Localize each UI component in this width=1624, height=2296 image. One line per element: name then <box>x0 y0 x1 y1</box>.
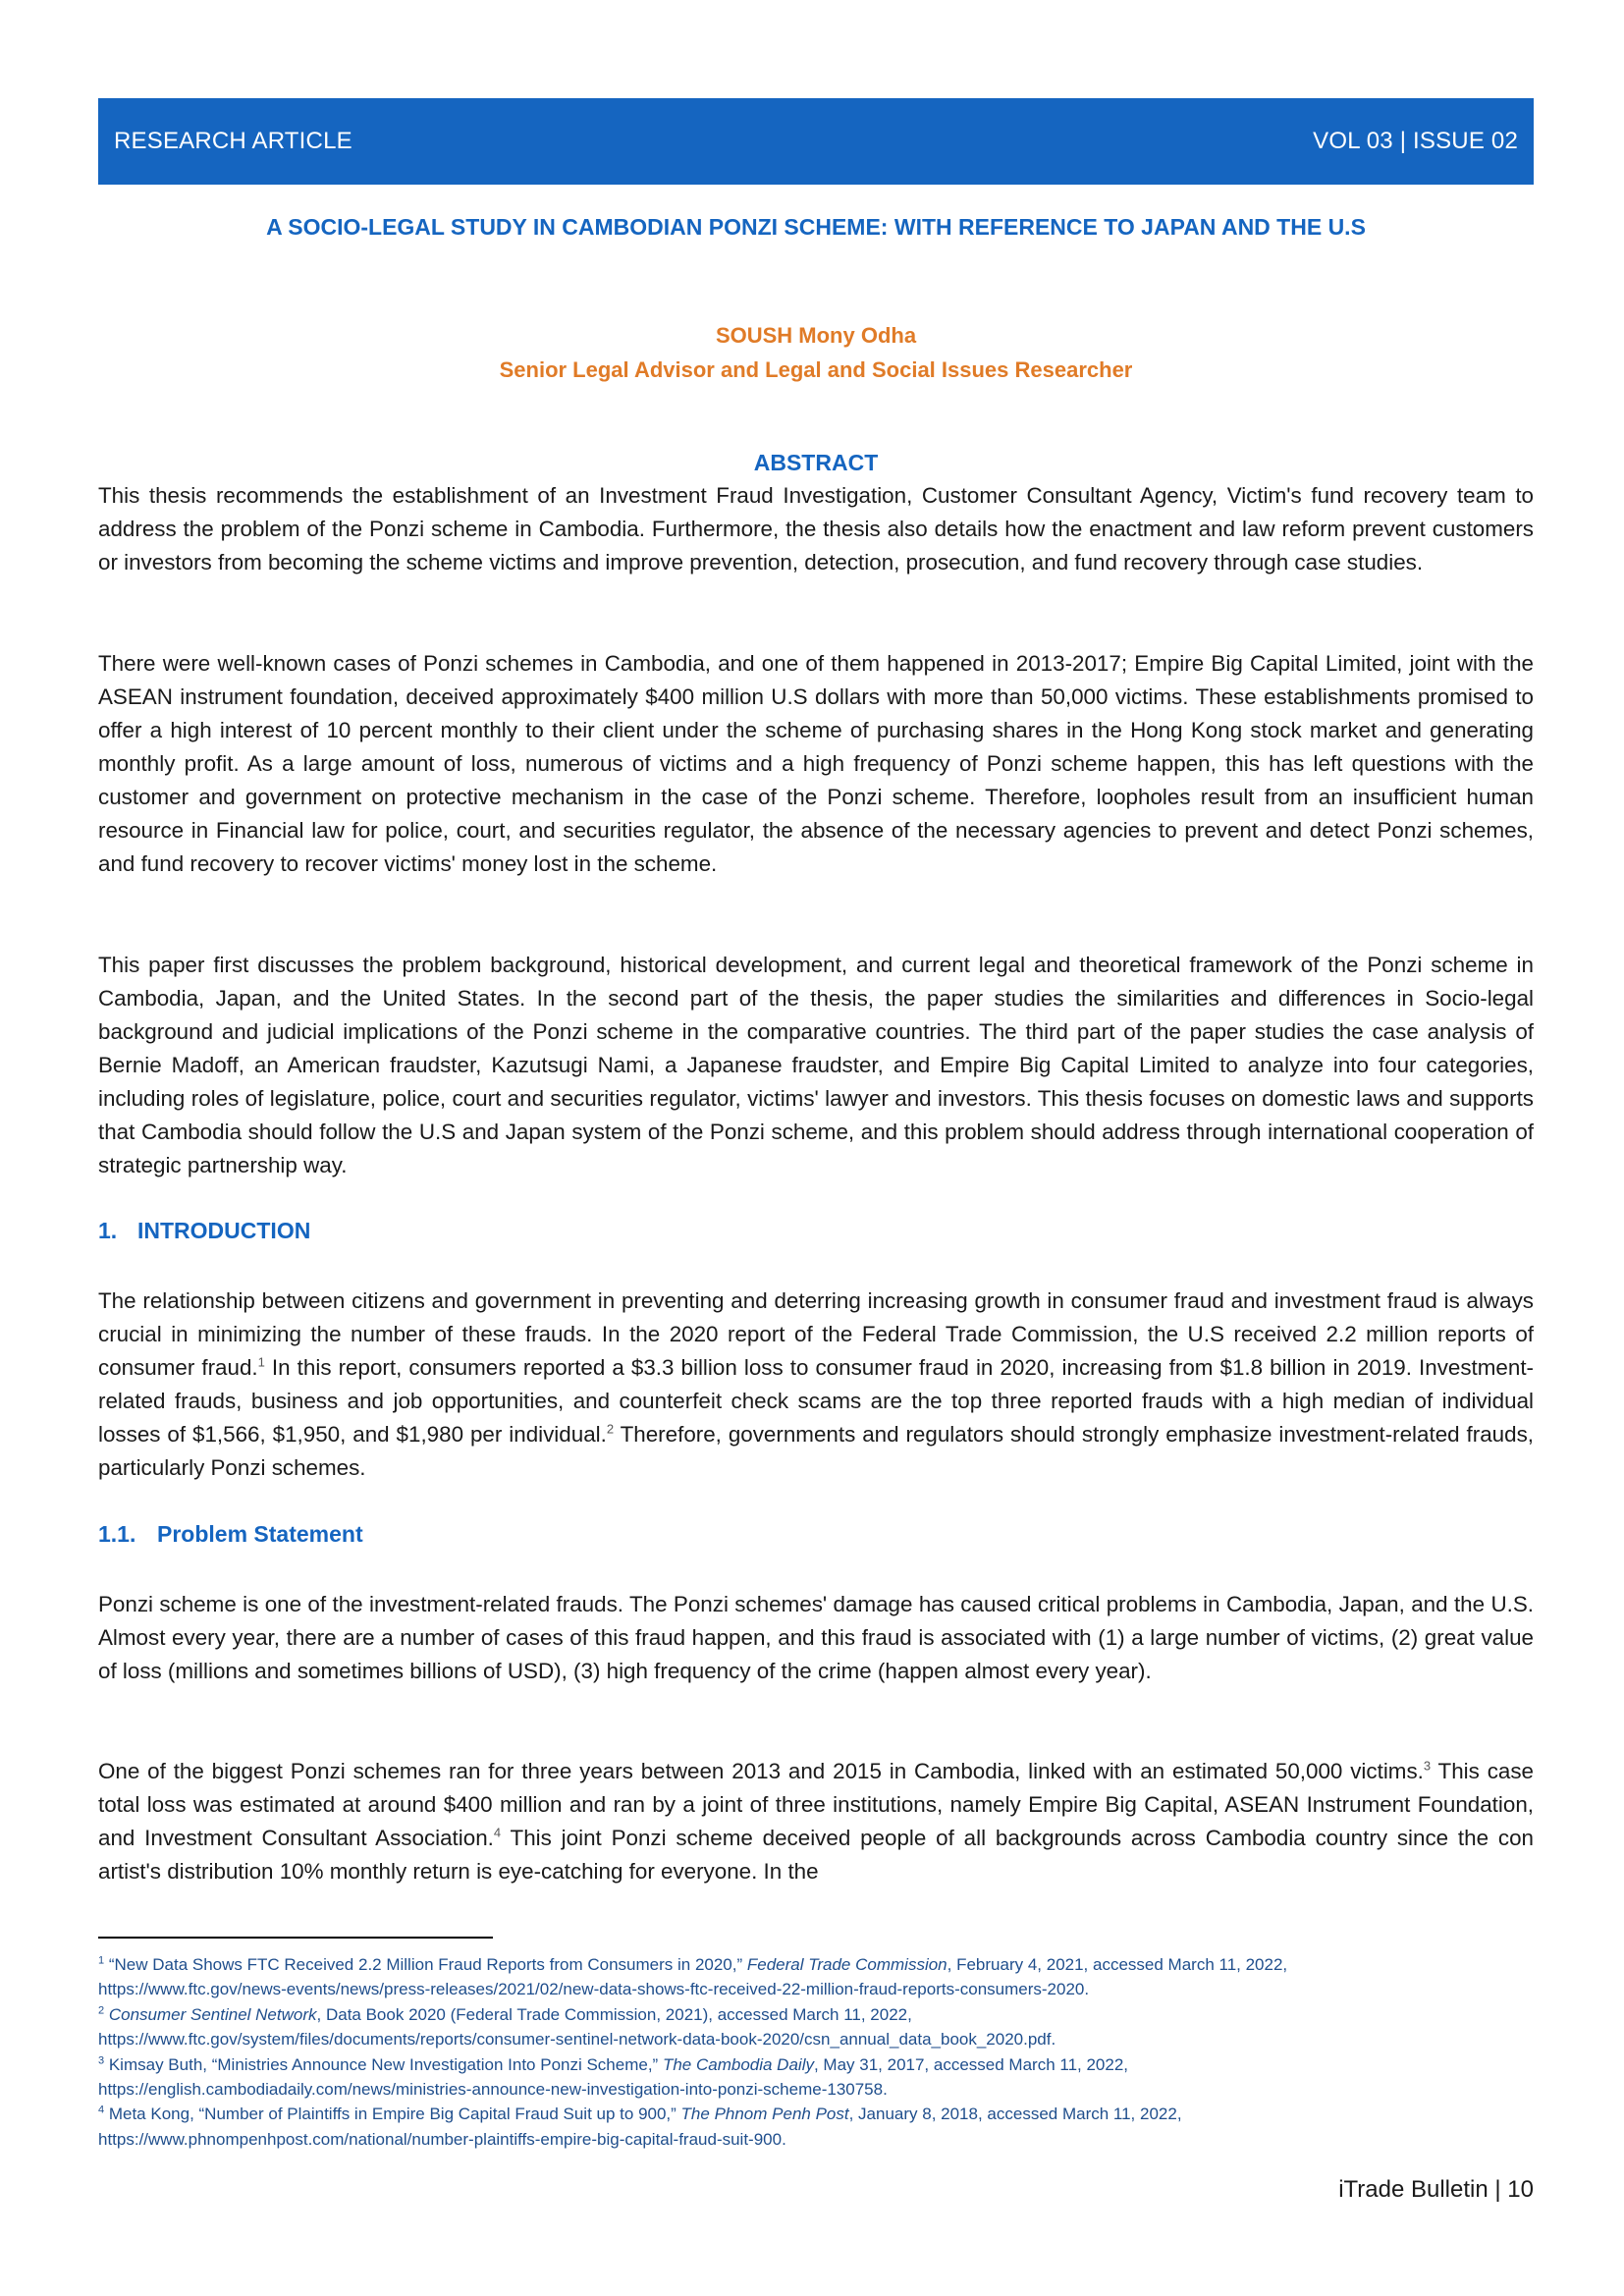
article-title: A SOCIO-LEGAL STUDY IN CAMBODIAN PONZI SCHEME: WITH REFERENCE TO JAPAN AND THE U.S <box>266 214 1366 240</box>
section-number: 1. <box>98 1218 118 1243</box>
footnote-number: 4 <box>98 2104 105 2116</box>
abstract-paragraph-2: There were well-known cases of Ponzi schemes in Cambodia, and one of them happened in 2013-2017; Empire Big Capital Limited, joint with the ASEAN instrument foundation, deceived approximately $400 million U.S dollars with more than 50,000 victims. These establishments promised to offer a high interest of 10 percent monthly to their client under the scheme of purchasing shares in the Hong Kong stock market and generating monthly profit. As a large amount of loss, numerous of victims and a high frequency of Ponzi scheme happen, this has left questions with the customer and government on protective mechanism in the case of the Ponzi scheme. Therefore, loopholes result from an insufficient human resource in Financial law for police, court, and securities regulator, the absence of the necessary agencies to prevent and detect Ponzi schemes, and fund recovery to recover victims' money lost in the scheme. <box>98 651 1534 876</box>
section-title: INTRODUCTION <box>137 1218 311 1243</box>
footnote-url[interactable]: https://www.ftc.gov/system/files/documents/reports/consumer-sentinel-network-data-book-2020/csn_annual_data_book_2020.pdf. <box>98 2030 1056 2050</box>
footnote-source: The Phnom Penh Post <box>680 2105 849 2124</box>
problem-statement-heading <box>98 1521 363 1548</box>
volume-issue-label: VOL 03 | ISSUE 02 <box>1313 128 1518 154</box>
footnote-url[interactable]: https://english.cambodiadaily.com/news/ministries-announce-new-investigation-into-ponzi-scheme-130758. <box>98 2080 888 2100</box>
footnote-ref-4: 4 <box>493 1825 502 1840</box>
introduction-heading <box>98 1218 310 1244</box>
footnote-text: “New Data Shows FTC Received 2.2 Million Fraud Reports from Consumers in 2020,” <box>104 1955 747 1974</box>
footnote-2 <box>98 2002 1534 2052</box>
page-footer <box>1338 2176 1534 2204</box>
author-affiliation: Senior Legal Advisor and Legal and Social Issues Researcher <box>499 357 1133 382</box>
abstract-paragraph-1: This thesis recommends the establishment of an Investment Fraud Investigation, Customer Consultant Agency, Victim's fund recovery team to address the problem of the Ponzi scheme in Cambodia. Furthermore, the thesis also details how the enactment and law reform prevent customers or investors from becoming the scheme victims and improve prevention, detection, prosecution, and fund recovery through case studies. <box>98 483 1534 574</box>
problem-text-b: This case total loss was estimated at around $400 million and ran by a joint of three institutions, namely Empire Big Capital, ASEAN Instrument Foundation, and Investment Consultant Association. <box>98 1759 1535 1850</box>
problem-paragraph-2 <box>98 1755 1534 1888</box>
footer-separator: | <box>1494 2176 1501 2203</box>
footnote-url[interactable]: https://www.ftc.gov/news-events/news/press-releases/2021/02/new-data-shows-ftc-received-22-million-fraud-reports-consumers-2020. <box>98 1980 1090 1999</box>
footnote-number: 1 <box>98 1954 105 1967</box>
footnote-number: 3 <box>98 2053 105 2066</box>
footnote-1 <box>98 1952 1534 2002</box>
footnote-text: Meta Kong, “Number of Plaintiffs in Empire Big Capital Fraud Suit up to 900,” <box>104 2105 681 2124</box>
page-number: 10 <box>1507 2176 1534 2203</box>
subsection-title: Problem Statement <box>157 1521 363 1547</box>
abstract-heading: ABSTRACT <box>753 450 879 475</box>
footnotes <box>98 1952 1534 2152</box>
footnote-ref-1: 1 <box>257 1354 265 1370</box>
footnote-3 <box>98 2052 1534 2103</box>
footnote-source: Federal Trade Commission <box>746 1955 947 1974</box>
introduction-paragraph <box>98 1285 1534 1485</box>
footnote-ref-2: 2 <box>606 1421 615 1437</box>
header-bar <box>98 98 1534 185</box>
author-block <box>98 318 1534 387</box>
intro-text-c: Therefore, governments and regulators should strongly emphasize investment-related frauds, particularly Ponzi schemes. <box>98 1422 1534 1480</box>
problem-text-a: One of the biggest Ponzi schemes ran for three years between 2013 and 2015 in Cambodia, linked with an estimated 50,000 victims. <box>98 1759 1424 1783</box>
footnote-url[interactable]: https://www.phnompenhpost.com/national/number-plaintiffs-empire-big-capital-fraud-suit-900. <box>98 2129 786 2149</box>
article-type-label: RESEARCH ARTICLE <box>114 128 352 154</box>
intro-text-b: In this report, consumers reported a $3.3 billion loss to consumer fraud in 2020, increasing from $1.8 billion in 2019. Investment-related frauds, business and job opportunities, and counterfeit check scams are the top three reported frauds with a high median of individual losses of $1,566, $1,950, and $1,980 per individual. <box>98 1355 1535 1447</box>
footnote-source: The Cambodia Daily <box>662 2054 814 2074</box>
footnote-text: , May 31, 2017, accessed March 11, 2022, <box>813 2054 1129 2074</box>
subsection-number: 1.1. <box>98 1521 136 1547</box>
footnote-4 <box>98 2102 1534 2152</box>
publication-name: iTrade Bulletin <box>1338 2176 1489 2203</box>
intro-text-a: The relationship between citizens and government in preventing and deterring increasing growth in consumer fraud and investment fraud is always crucial in minimizing the number of these frauds. In the 2020 report of the Federal Trade Commission, the U.S received 2.2 million reports of consumer fraud. <box>98 1288 1534 1380</box>
problem-paragraph-1: Ponzi scheme is one of the investment-related frauds. The Ponzi schemes' damage has caused critical problems in Cambodia, Japan, and the U.S. Almost every year, there are a number of cases of this fraud happen, and this fraud is associated with (1) a large number of victims, (2) great value of loss (millions and sometimes billions of USD), (3) high frequency of the crime (happen almost every year). <box>98 1592 1534 1683</box>
footnote-text: , Data Book 2020 (Federal Trade Commission, 2021), accessed March 11, 2022, <box>316 2004 912 2024</box>
abstract-paragraph-3: This paper first discusses the problem background, historical development, and current legal and theoretical framework of the Ponzi scheme in Cambodia, Japan, and the United States. In the second part of the thesis, the paper studies the similarities and differences in Socio-legal background and judicial implications of the Ponzi scheme in the comparative countries. The third part of the paper studies the case analysis of Bernie Madoff, an American fraudster, Kazutsugi Nami, a Japanese fraudster, and Empire Big Capital Limited to analyze into four categories, including roles of legislature, police, court and securities regulator, victims' lawyer and investors. This thesis focuses on domestic laws and supports that Cambodia should follow the U.S and Japan system of the Ponzi scheme, and this problem should address through international cooperation of strategic partnership way. <box>98 953 1534 1177</box>
footnote-text: , January 8, 2018, accessed March 11, 2022, <box>848 2105 1182 2124</box>
footnote-text: , February 4, 2021, accessed March 11, 2022, <box>947 1955 1288 1974</box>
footnote-divider <box>98 1937 493 1939</box>
footnote-number: 2 <box>98 2004 105 2017</box>
author-name: SOUSH Mony Odha <box>715 323 917 348</box>
footnote-source: Consumer Sentinel Network <box>108 2004 317 2024</box>
footnote-text: Kimsay Buth, “Ministries Announce New Investigation Into Ponzi Scheme,” <box>104 2054 663 2074</box>
problem-text-c: This joint Ponzi scheme deceived people of all backgrounds across Cambodia country since the con artist's distribution 10% monthly return is eye-catching for everyone. In the <box>98 1826 1534 1884</box>
footnote-ref-3: 3 <box>1423 1758 1432 1774</box>
